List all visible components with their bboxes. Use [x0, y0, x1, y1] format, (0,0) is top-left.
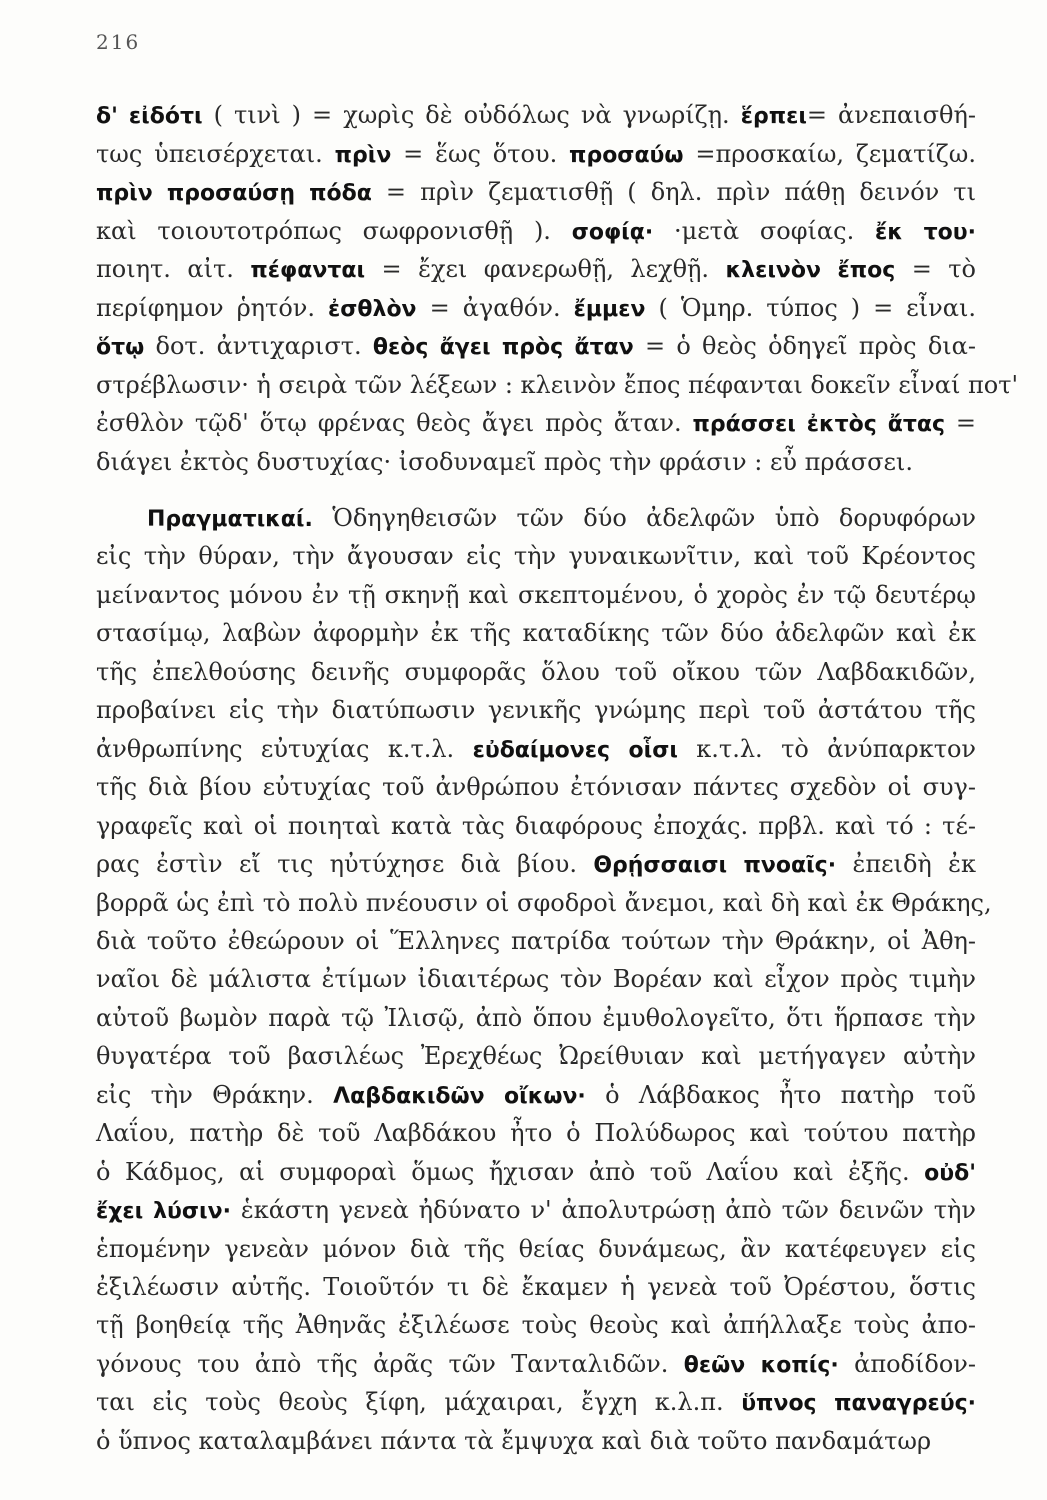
text-line [96, 964, 976, 994]
bold-term: δ' εἰδότι [96, 104, 203, 129]
text-line [96, 254, 976, 286]
text-run: γόνους του ἀπὸ τῆς ἀρᾶς τῶν Τανταλιδῶν. [96, 1349, 684, 1378]
text-run: μείναντος μόνου ἐν τῇ σκηνῇ καὶ σκεπτομένου, ὁ χορὸς ἐν τῷ δευτέρῳ [96, 580, 976, 609]
text-run: = ὁ θεὸς ὁδηγεῖ πρὸς δια- [633, 332, 976, 360]
text-run: ὁ ὕπνος καταλαμβάνει πάντα τὰ ἔμψυχα καὶ διὰ τοῦτο πανδαμάτωρ [96, 1426, 932, 1455]
page-number: 216 [96, 30, 141, 54]
text-run: εἰς τὴν Θράκην. [96, 1080, 334, 1109]
text-line [96, 1003, 976, 1033]
text-run: τῆς ἐπελθούσης δεινῆς συμφορᾶς ὅλου τοῦ οἴκου τῶν Λαβδακιδῶν, [96, 657, 976, 686]
text-line [96, 331, 976, 363]
text-run: ὁ Λάβδακος ἦτο πατὴρ τοῦ [585, 1080, 977, 1109]
text-run: κ.τ.λ. τὸ ἀνύπαρκτον [677, 734, 977, 763]
text-line [96, 849, 976, 881]
text-line [96, 100, 976, 132]
text-run: καὶ τοιουτοτρόπως σωφρονισθῇ ). [96, 216, 572, 245]
bold-term: οὐδ' [924, 1160, 976, 1186]
text-line [96, 926, 976, 956]
text-line [96, 1387, 976, 1419]
text-run: αὐτοῦ βωμὸν παρὰ τῷ Ἰλισῷ, ἀπὸ ὅπου ἐμυθολογεῖτο, ὅτι ἥρπασε τὴν [96, 1003, 976, 1032]
text-run: γραφεῖς καὶ οἱ ποιηταὶ κατὰ τὰς διαφόρους ἐποχάς. πρβλ. καὶ τό : τέ- [96, 811, 976, 840]
text-run: στασίμῳ, λαβὼν ἀφορμὴν ἐκ τῆς καταδίκης τῶν δύο ἀδελφῶν καὶ ἐκ [96, 619, 976, 648]
bold-term: πράσσει ἐκτὸς ἄτας [692, 412, 946, 437]
text-line [96, 1310, 976, 1340]
text-line [96, 695, 976, 725]
text-run: ὁ Κάδμος, αἱ συμφοραὶ ὅμως ἤχισαν ἀπὸ τοῦ Λαΐου καὶ ἐξῆς. [96, 1157, 925, 1186]
text-run: βορρᾶ ὡς ἐπὶ τὸ πολὺ πνέουσιν οἱ σφοδροὶ ἄνεμοι, καὶ δὴ καὶ ἐκ Θράκης, [96, 888, 992, 917]
text-line [96, 541, 976, 571]
text-run: περίφημον ῥητόν. [96, 293, 329, 322]
text-run: εἰς τὴν θύραν, τὴν ἄγουσαν εἰς τὴν γυναικωνῖτιν, καὶ τοῦ Κρέοντος [96, 542, 976, 571]
text-line [96, 657, 976, 687]
text-run: ἑπομένην γενεὰν μόνον διὰ τῆς θείας δυνάμεως, ἂν κατέφευγεν εἰς [96, 1234, 976, 1263]
bold-term: προσαύω [569, 142, 684, 168]
bold-term: ὕπνος παναγρεύς· [741, 1391, 976, 1417]
bold-term: ἔκ του· [874, 219, 977, 245]
text-run: τῇ βοηθείᾳ τῆς Ἀθηνᾶς ἐξιλέωσε τοὺς θεοὺς καὶ ἀπήλλαξε τοὺς ἀπο- [96, 1311, 976, 1340]
text-run: = [945, 409, 977, 437]
text-run: ( τινὶ ) = χωρὶς δὲ οὐδόλως νὰ γνωρίζῃ. [202, 101, 741, 129]
text-line [96, 370, 1019, 400]
text-line [96, 177, 976, 209]
text-line [96, 1234, 976, 1264]
text-run: = ἀνεπαισθή- [806, 101, 976, 129]
text-run: τῆς διὰ βίου εὐτυχίας τοῦ ἀνθρώπου ἐτόνισαν πάντες σχεδὸν οἱ συγ- [96, 773, 976, 802]
text-line [96, 1272, 976, 1302]
text-line [96, 293, 976, 325]
text-line [96, 811, 976, 841]
text-line [96, 1041, 976, 1071]
text-line [96, 216, 976, 248]
text-run: = πρὶν ζεματισθῇ ( δηλ. πρὶν πάθῃ δεινόν τι [371, 178, 976, 206]
bold-term: πέφανται [250, 258, 366, 283]
bold-term: ἔχει λύσιν· [96, 1199, 231, 1225]
text-line [96, 1118, 976, 1148]
text-line [96, 888, 992, 918]
text-run: ἑκάστη γενεὰ ἠδύνατο ν' ἀπολυτρώσῃ ἀπὸ τῶν δεινῶν τὴν [230, 1196, 976, 1225]
bold-term: ὅτῳ [96, 335, 145, 360]
text-line [96, 1080, 976, 1112]
text-line [96, 1195, 976, 1227]
bold-term: ἔμμεν [573, 296, 646, 322]
text-line [147, 503, 976, 535]
text-line [96, 139, 976, 171]
text-line [96, 408, 976, 440]
text-run: θυγατέρα τοῦ βασιλέως Ἐρεχθέως Ὠρείθυιαν καὶ μετήγαγεν αὐτὴν [96, 1042, 976, 1071]
text-line [96, 1426, 976, 1456]
bold-term: ἕρπει [740, 104, 807, 129]
text-line [96, 580, 976, 610]
text-run: = ἔχει φανερωθῇ, λεχθῇ. [365, 255, 726, 283]
text-run: στρέβλωσιν· ἡ σειρὰ τῶν λέξεων : κλεινὸν ἔπος πέφανται δοκεῖν εἶναί ποτ' [96, 370, 1019, 399]
text-run: ἀποδίδον- [838, 1349, 976, 1378]
text-run: ρας ἐστὶν εἴ τις ηὐτύχησε διὰ βίου. [96, 850, 594, 879]
text-run: = ἀγαθόν. [416, 293, 574, 322]
text-run: δοτ. ἀντιχαριστ. [144, 332, 373, 360]
text-line [96, 1349, 976, 1381]
text-run: τως ὑπεισέρχεται. [96, 139, 335, 168]
text-run: διάγει ἐκτὸς δυστυχίας· ἰσοδυναμεῖ πρὸς τὴν φράσιν : εὖ πράσσει. [96, 447, 913, 476]
bold-term: πρὶν προσαύσῃ πόδα [96, 181, 372, 206]
bold-term: Θρῄσσαισι πνοαῖς· [593, 853, 837, 879]
text-line [96, 772, 976, 802]
bold-term: Λαβδακιδῶν οἴκων· [333, 1083, 586, 1109]
bold-term: ἐσθλὸν [328, 296, 417, 322]
bold-term: θεῶν κοπίς· [683, 1352, 839, 1378]
text-run: ἐξιλέωσιν αὐτῆς. Τοιοῦτόν τι δὲ ἔκαμεν ἡ γενεὰ τοῦ Ὀρέστου, ὅστις [96, 1273, 976, 1301]
text-line [96, 1157, 976, 1189]
text-run: =προσκαίω, ζεματίζω. [683, 139, 976, 168]
bold-term: εὐδαίμονες οἷσι [472, 737, 678, 763]
text-line [96, 618, 976, 648]
text-run: ἐπειδὴ ἐκ [836, 850, 977, 879]
bold-term: πρὶν [334, 142, 392, 168]
text-run: Ὁδηγηθεισῶν τῶν δύο ἀδελφῶν ὑπὸ δορυφόρων [312, 504, 976, 532]
text-run: = τὸ [895, 255, 977, 283]
text-run: ἐσθλὸν τῷδ' ὅτῳ φρένας θεὸς ἄγει πρὸς ἄταν. [96, 409, 693, 437]
text-run: ἀνθρωπίνης εὐτυχίας κ.τ.λ. [96, 734, 473, 763]
text-run: ποιητ. αἰτ. [96, 255, 251, 283]
bold-term: κλεινὸν ἔπος [725, 258, 896, 283]
bold-term: θεὸς ἄγει πρὸς ἄταν [372, 335, 634, 360]
text-run: = ἕως ὅτου. [391, 139, 570, 168]
text-run: ται εἰς τοὺς θεοὺς ξίφη, μάχαιραι, ἔγχη κ.λ.π. [96, 1388, 742, 1417]
text-run: ·μετὰ σοφίας. [653, 216, 875, 245]
text-line [96, 447, 976, 477]
text-run: Λαΐου, πατὴρ δὲ τοῦ Λαβδάκου ἦτο ὁ Πολύδωρος καὶ τούτου πατὴρ [96, 1119, 976, 1148]
bold-term: Πραγματικαί. [147, 507, 313, 532]
text-run: ( Ὁμηρ. τύπος ) = εἶναι. [645, 293, 976, 322]
text-run: ναῖοι δὲ μάλιστα ἐτίμων ἰδιαιτέρως τὸν Βορέαν καὶ εἶχον πρὸς τιμὴν [96, 965, 976, 994]
bold-term: σοφίᾳ· [571, 219, 654, 245]
text-run: διὰ τοῦτο ἐθεώρουν οἱ Ἕλληνες πατρίδα τούτων τὴν Θράκην, οἱ Ἀθη- [96, 926, 976, 955]
text-line [96, 734, 976, 766]
text-run: προβαίνει εἰς τὴν διατύπωσιν γενικῆς γνώμης περὶ τοῦ ἀστάτου τῆς [96, 696, 976, 725]
